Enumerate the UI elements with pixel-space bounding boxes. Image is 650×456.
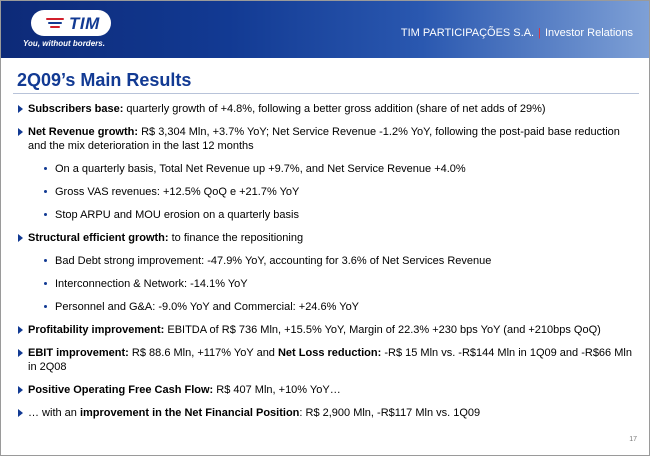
list-item — [17, 346, 639, 374]
sub-list-item: Gross VAS revenues: +12.5% QoQ e +21.7% YoY — [17, 185, 639, 199]
sub-list-item: Personnel and G&A: -9.0% YoY and Commercial: +24.6% YoY — [17, 300, 639, 314]
sub-list-item: On a quarterly basis, Total Net Revenue up +9.7%, and Net Service Revenue +4.0% — [17, 162, 639, 176]
logo-badge — [31, 10, 111, 36]
item-text: EBITDA of R$ 736 Mln, +15.5% YoY, Margin of 22.3% +230 bps YoY (and +210bps QoQ) — [164, 324, 601, 336]
item-text: R$ 88.6 Mln, +117% YoY and — [128, 347, 278, 359]
item-text: R$ 3,304 Mln, +3.7% YoY; Net Service Revenue -1.2% YoY, following the post-paid base reduction and the mix deterioration in the last 12 months — [28, 126, 620, 152]
list-item — [17, 383, 639, 397]
page-number: 17 — [629, 436, 637, 443]
section-name: Investor Relations — [544, 27, 633, 39]
header-separator: | — [538, 27, 541, 39]
item-text: : R$ 2,900 Mln, -R$117 Mln vs. 1Q09 — [299, 407, 481, 419]
item-heading: Net Revenue growth: — [28, 126, 139, 138]
logo-tagline: You, without borders. — [23, 39, 105, 48]
tim-logo-mark-icon — [46, 18, 64, 32]
company-label — [401, 27, 633, 39]
logo-text: TIM — [69, 14, 100, 33]
header-bar — [1, 1, 649, 58]
item-text: R$ 407 Mln, +10% YoY… — [213, 384, 341, 396]
company-name: TIM PARTICIPAÇÕES S.A. — [400, 27, 535, 39]
list-item — [17, 102, 639, 116]
page-title: 2Q09’s Main Results — [17, 70, 192, 90]
sub-list-item: Interconnection & Network: -14.1% YoY — [17, 277, 639, 291]
item-text-secondary: -R$ 15 Mln vs. -R$144 Mln in 1Q09 and -R$66 Mln in 2Q08 — [28, 347, 632, 373]
tim-logo — [23, 8, 127, 48]
item-text: to finance the repositioning — [168, 232, 304, 244]
sub-list-item: Stop ARPU and MOU erosion on a quarterly basis — [17, 208, 639, 222]
item-heading: improvement in the Net Financial Position — [79, 407, 300, 419]
item-heading: Subscribers base: — [28, 103, 124, 115]
item-text: quarterly growth of +4.8%, following a better gross addition (share of net adds of 29%) — [123, 103, 546, 115]
list-item — [17, 231, 639, 245]
item-heading: Structural efficient growth: — [28, 232, 169, 244]
list-item — [17, 125, 639, 153]
sub-list-item: Bad Debt strong improvement: -47.9% YoY, accounting for 3.6% of Net Services Revenue — [17, 254, 639, 268]
item-heading: Profitability improvement: — [28, 324, 165, 336]
item-heading: EBIT improvement: — [28, 347, 129, 359]
list-item — [17, 406, 639, 420]
item-prefix: … with an — [28, 407, 80, 419]
results-list — [17, 102, 639, 429]
title-divider — [13, 93, 639, 94]
item-heading: Positive Operating Free Cash Flow: — [28, 384, 214, 396]
list-item — [17, 323, 639, 337]
item-heading-secondary: Net Loss reduction: — [277, 347, 382, 359]
